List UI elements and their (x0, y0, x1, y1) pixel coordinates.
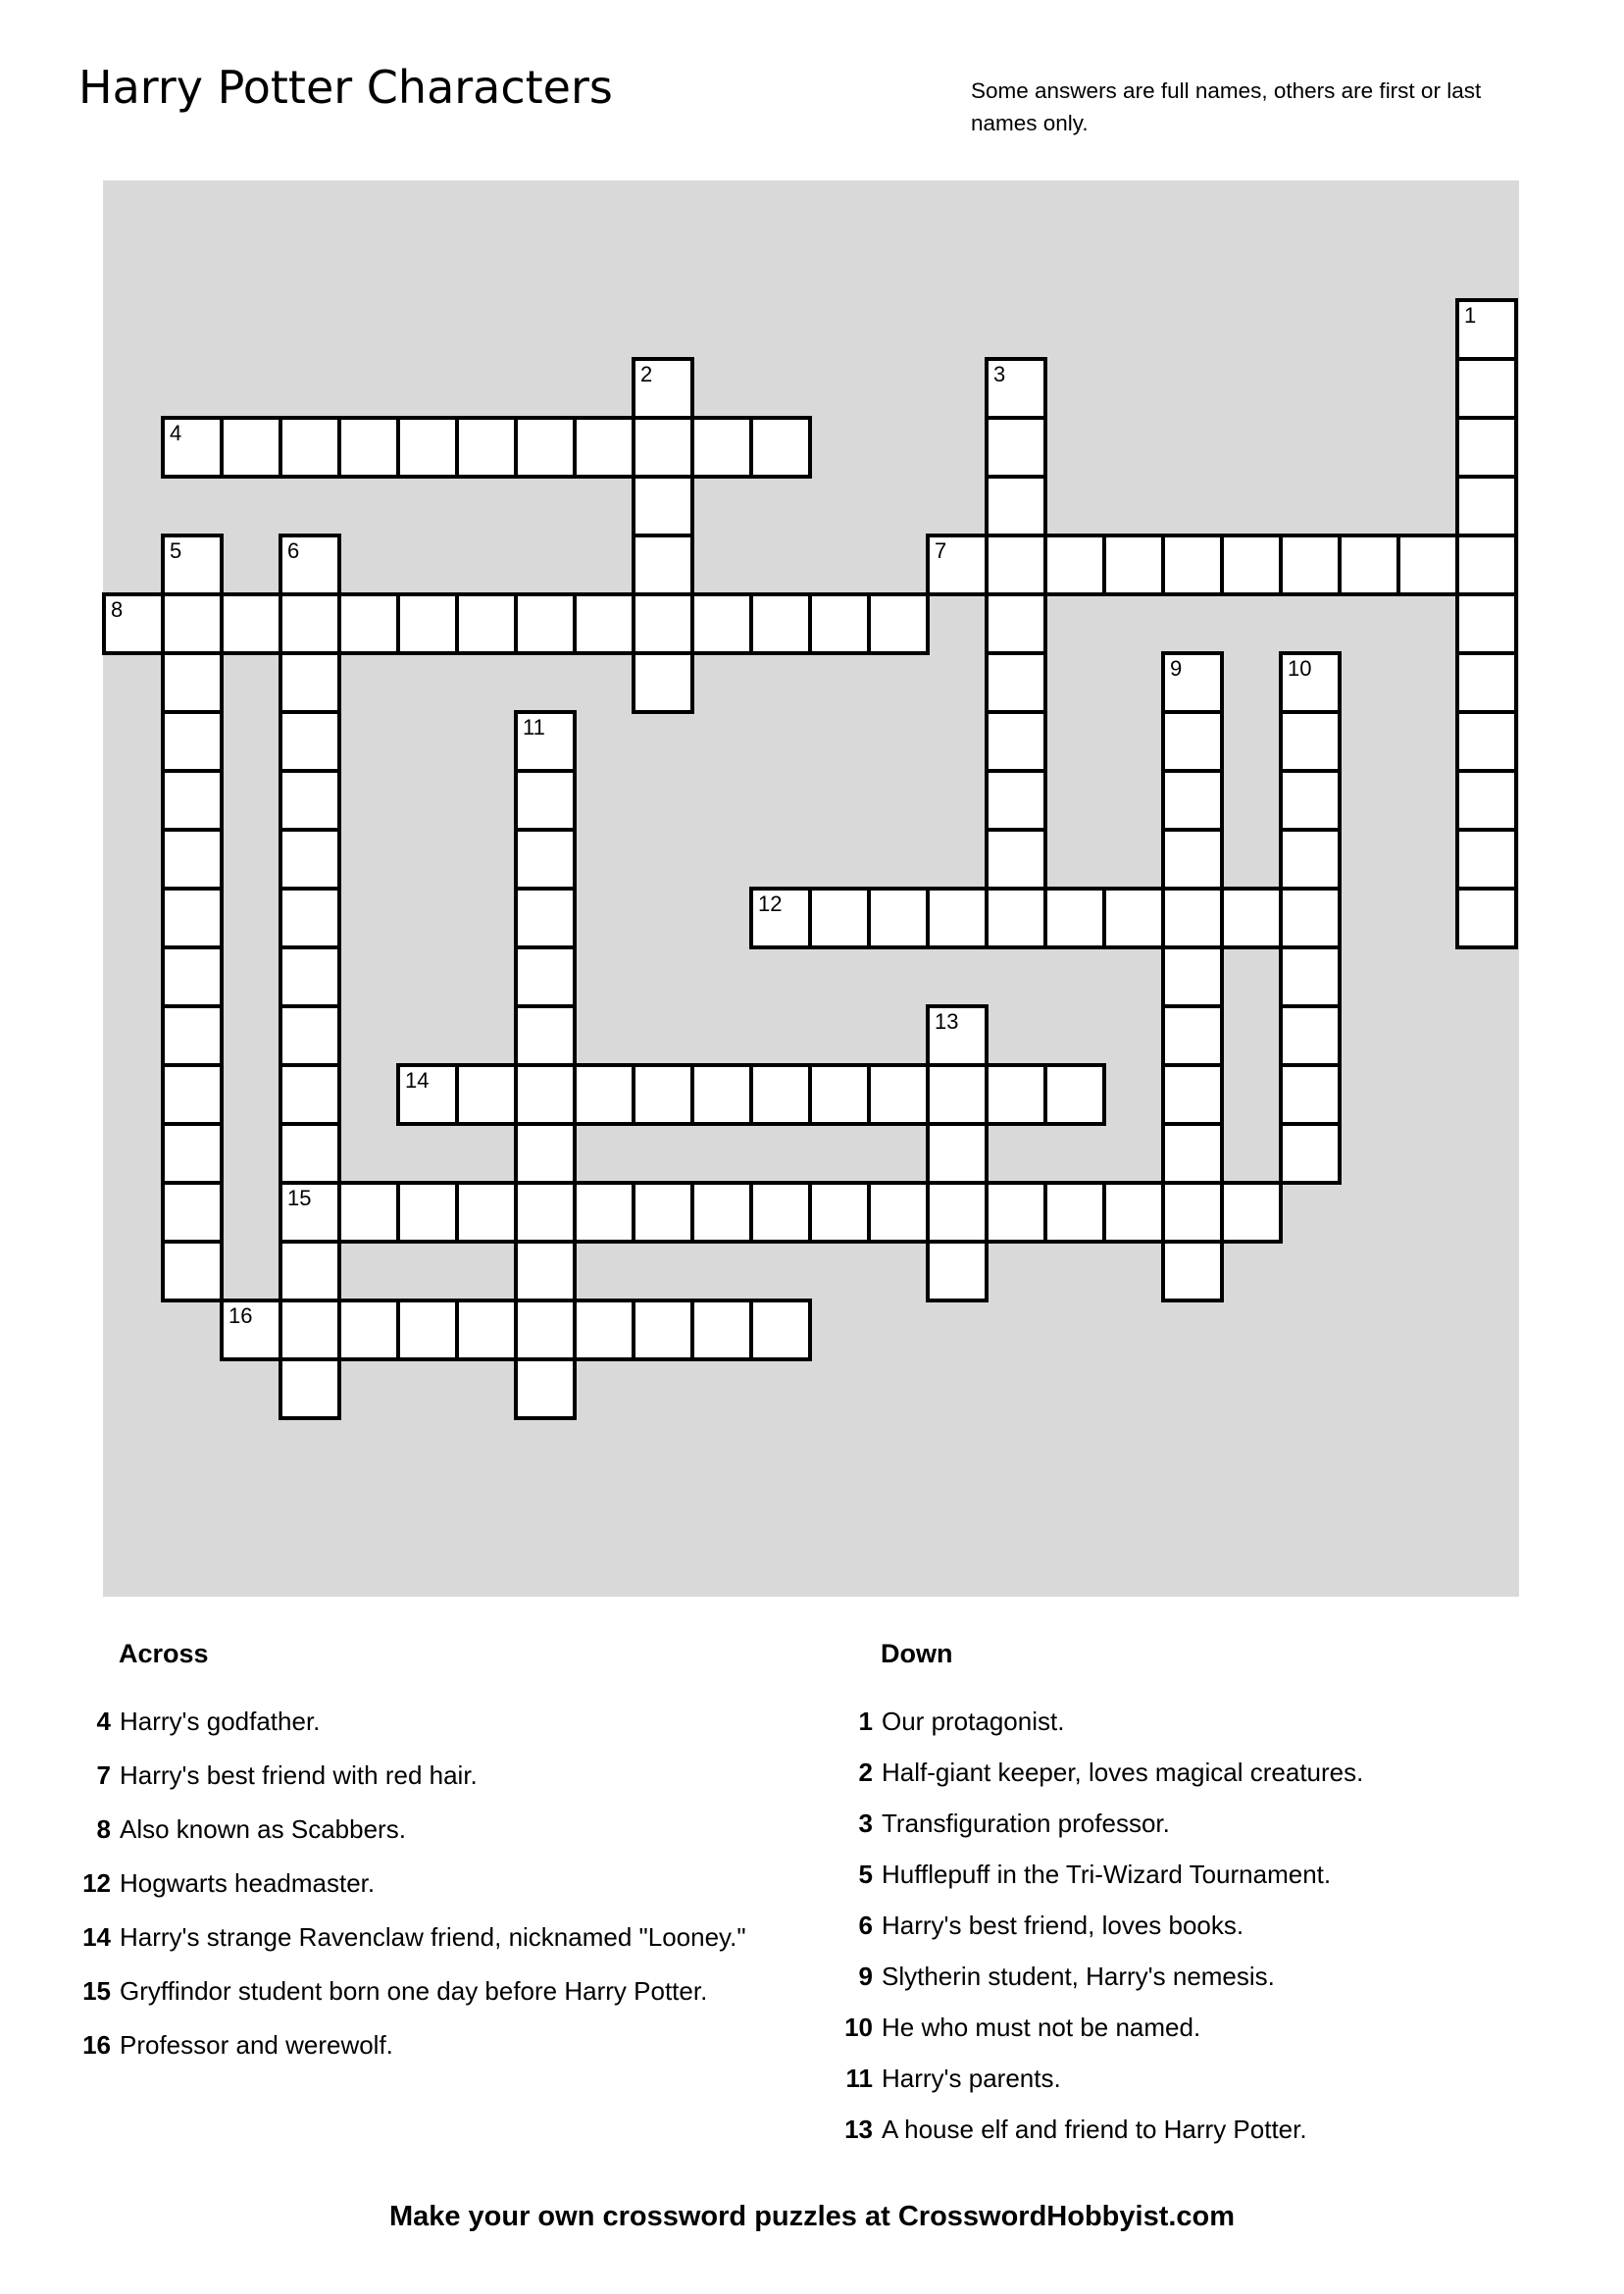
grid-cell (749, 1299, 812, 1361)
grid-cell (161, 651, 224, 714)
clue-number: 6 (858, 1911, 873, 1940)
grid-cell (808, 887, 871, 949)
clue-text: Harry's parents. (882, 2064, 1061, 2093)
grid-cell (514, 1299, 577, 1361)
grid-cell (514, 1122, 577, 1185)
grid-cell (1455, 534, 1518, 596)
clue-item (74, 1704, 821, 1739)
grid-cell (279, 1299, 341, 1361)
grid-cell (279, 1240, 341, 1302)
clue-item (836, 1704, 1604, 1739)
clue-number: 3 (858, 1809, 873, 1838)
grid-cell (1161, 1181, 1224, 1244)
clue-item (74, 1811, 821, 1847)
grid-cell (161, 592, 224, 655)
across-clue-list (74, 1704, 821, 2063)
grid-cell (632, 416, 694, 479)
grid-cell (279, 1357, 341, 1420)
grid-cell (690, 1181, 753, 1244)
grid-cell (161, 1063, 224, 1126)
grid-cell (985, 592, 1047, 655)
grid-cell (337, 592, 400, 655)
grid-cell (514, 1004, 577, 1067)
grid-cell (632, 357, 694, 420)
grid-cell (1161, 1063, 1224, 1126)
grid-cell (161, 534, 224, 596)
grid-cell (808, 1063, 871, 1126)
grid-cell (279, 534, 341, 596)
grid-cell (161, 710, 224, 773)
grid-cell (161, 769, 224, 832)
clue-number-label: 8 (111, 597, 124, 622)
grid-cell (514, 887, 577, 949)
grid-cell (514, 592, 577, 655)
clue-number: 10 (844, 2013, 873, 2042)
grid-cell (808, 592, 871, 655)
grid-cell (1220, 1181, 1283, 1244)
grid-cell (1161, 887, 1224, 949)
grid-cell (279, 651, 341, 714)
grid-cell (220, 416, 282, 479)
clue-number: 9 (858, 1962, 873, 1991)
grid-cell (1279, 828, 1342, 891)
clue-number-label: 4 (170, 421, 182, 445)
crossword-grid (103, 180, 1519, 1597)
grid-cell (749, 1063, 812, 1126)
grid-cell (1455, 416, 1518, 479)
grid-cell (573, 416, 635, 479)
grid-cell (1220, 887, 1283, 949)
down-clues-column (836, 1636, 1604, 2163)
clue-item (836, 1857, 1604, 1892)
clue-item (836, 1959, 1604, 1994)
grid-cell (1455, 710, 1518, 773)
grid-cell (514, 769, 577, 832)
grid-cell (514, 828, 577, 891)
grid-cell (279, 828, 341, 891)
clue-number: 11 (845, 2064, 873, 2093)
grid-cell (573, 1299, 635, 1361)
grid-cell (867, 1181, 930, 1244)
grid-cell (1455, 357, 1518, 420)
clue-number-label: 6 (287, 538, 300, 563)
grid-cell (690, 592, 753, 655)
clue-text: Harry's best friend with red hair. (120, 1760, 478, 1790)
grid-cell (1043, 1181, 1106, 1244)
grid-cell (161, 1240, 224, 1302)
grid-cell (690, 1299, 753, 1361)
grid-cell (1161, 1240, 1224, 1302)
grid-cell (1279, 534, 1342, 596)
instructions-note: Some answers are full names, others are first or last names only. (971, 78, 1482, 135)
clue-text: Harry's strange Ravenclaw friend, nicknamed "Looney." (120, 1922, 746, 1952)
grid-cell (102, 592, 165, 655)
grid-cell (926, 534, 989, 596)
grid-cell (632, 1063, 694, 1126)
grid-cell (1279, 651, 1342, 714)
grid-cell (985, 1063, 1047, 1126)
clue-item (836, 2061, 1604, 2096)
grid-cell (161, 887, 224, 949)
grid-cell (514, 1063, 577, 1126)
grid-cell (985, 887, 1047, 949)
clue-number-label: 12 (758, 892, 783, 916)
grid-cell (279, 945, 341, 1008)
page-title: Harry Potter Characters (78, 61, 613, 114)
clue-item (836, 2010, 1604, 2045)
grid-cell (396, 592, 459, 655)
clue-item (74, 1919, 821, 1955)
grid-cell (632, 651, 694, 714)
clue-item (836, 2112, 1604, 2147)
grid-cell (690, 416, 753, 479)
clue-number-label: 14 (405, 1068, 430, 1093)
grid-cell (1161, 1004, 1224, 1067)
clue-number-label: 2 (640, 362, 653, 386)
grid-cell (985, 416, 1047, 479)
grid-cell (985, 475, 1047, 537)
grid-cell (1043, 1063, 1106, 1126)
footer-text: Make your own crossword puzzles at CrosswordHobbyist.com (388, 2201, 1236, 2232)
grid-cell (1102, 1181, 1165, 1244)
grid-cell (690, 1063, 753, 1126)
grid-cell (1455, 475, 1518, 537)
grid-cell (1455, 887, 1518, 949)
clue-item (74, 1758, 821, 1793)
grid-cell (926, 1004, 989, 1067)
grid-cell (396, 1063, 459, 1126)
grid-cell (161, 416, 224, 479)
grid-cell (1161, 534, 1224, 596)
grid-cell (161, 1004, 224, 1067)
grid-cell (1043, 887, 1106, 949)
grid-cell (455, 1181, 518, 1244)
grid-cell (396, 416, 459, 479)
grid-cell (749, 887, 812, 949)
across-header: Across (119, 1639, 209, 1668)
grid-cell (808, 1181, 871, 1244)
grid-cell (514, 710, 577, 773)
clue-text: Harry's best friend, loves books. (882, 1911, 1244, 1940)
grid-cell (867, 592, 930, 655)
grid-cell (279, 769, 341, 832)
grid-cell (279, 416, 341, 479)
clue-text: Also known as Scabbers. (120, 1814, 406, 1844)
clue-number: 13 (844, 2115, 873, 2144)
clue-number-label: 15 (287, 1186, 312, 1210)
clue-number-label: 7 (935, 538, 947, 563)
grid-cell (514, 1357, 577, 1420)
grid-cell (1220, 534, 1283, 596)
grid-cell (632, 1299, 694, 1361)
grid-cell (1043, 534, 1106, 596)
clue-text: Hufflepuff in the Tri-Wizard Tournament. (882, 1860, 1332, 1889)
grid-cell (1279, 945, 1342, 1008)
grid-cell (1279, 1004, 1342, 1067)
grid-cell (926, 1240, 989, 1302)
grid-cell (985, 534, 1047, 596)
grid-cell (514, 1240, 577, 1302)
down-header: Down (881, 1639, 953, 1668)
grid-cell (985, 710, 1047, 773)
clue-number: 5 (858, 1860, 873, 1889)
clue-item (74, 2027, 821, 2063)
grid-cell (926, 1122, 989, 1185)
grid-cell (1455, 298, 1518, 361)
grid-cell (1102, 534, 1165, 596)
grid-cell (1338, 534, 1400, 596)
grid-cell (279, 1063, 341, 1126)
clue-text: Half-giant keeper, loves magical creatures. (882, 1758, 1364, 1787)
grid-cell (573, 592, 635, 655)
grid-cell (573, 1063, 635, 1126)
grid-cell (161, 1181, 224, 1244)
clue-text: Slytherin student, Harry's nemesis. (882, 1962, 1275, 1991)
clue-number-label: 10 (1288, 656, 1312, 681)
grid-cell (1161, 945, 1224, 1008)
grid-cell (985, 651, 1047, 714)
grid-cell (161, 828, 224, 891)
grid-cell (1455, 592, 1518, 655)
grid-cell (514, 416, 577, 479)
grid-cell (1455, 769, 1518, 832)
clue-number-label: 16 (228, 1303, 253, 1328)
grid-cell (279, 1122, 341, 1185)
clue-number: 1 (858, 1707, 873, 1736)
grid-cell (749, 592, 812, 655)
grid-cell (1161, 1122, 1224, 1185)
clue-number: 8 (96, 1814, 111, 1844)
grid-cell (514, 1181, 577, 1244)
grid-cell (1279, 1122, 1342, 1185)
grid-cell (926, 1063, 989, 1126)
clue-text: Professor and werewolf. (120, 2030, 393, 2060)
clue-item (836, 1755, 1604, 1790)
grid-cell (220, 592, 282, 655)
grid-cell (1161, 828, 1224, 891)
grid-cell (455, 1063, 518, 1126)
clue-number: 15 (82, 1976, 111, 2006)
grid-cell (632, 592, 694, 655)
grid-cell (985, 828, 1047, 891)
grid-cell (279, 1004, 341, 1067)
grid-cell (337, 416, 400, 479)
clue-number: 2 (858, 1758, 873, 1787)
clue-text: He who must not be named. (882, 2013, 1201, 2042)
clue-number-label: 3 (993, 362, 1006, 386)
grid-cell (514, 945, 577, 1008)
grid-cell (926, 887, 989, 949)
grid-cell (926, 1181, 989, 1244)
grid-cell (573, 1181, 635, 1244)
clue-item (74, 1973, 821, 2009)
clue-text: Transfiguration professor. (882, 1809, 1170, 1838)
grid-cell (985, 1181, 1047, 1244)
clue-item (836, 1806, 1604, 1841)
grid-cell (1455, 651, 1518, 714)
grid-cell (337, 1299, 400, 1361)
clue-number-label: 9 (1170, 656, 1183, 681)
clue-text: Hogwarts headmaster. (120, 1868, 376, 1898)
grid-cell (337, 1181, 400, 1244)
clue-text: Gryffindor student born one day before Harry Potter. (120, 1976, 708, 2006)
grid-cell (1279, 769, 1342, 832)
clue-text: Harry's godfather. (120, 1707, 321, 1736)
grid-cell (867, 1063, 930, 1126)
grid-cell (1161, 769, 1224, 832)
clue-number-label: 5 (170, 538, 182, 563)
grid-cell (867, 887, 930, 949)
grid-cell (1161, 710, 1224, 773)
grid-cell (1396, 534, 1459, 596)
clue-number: 4 (96, 1707, 111, 1736)
grid-cell (279, 710, 341, 773)
grid-cell (1102, 887, 1165, 949)
grid-cell (161, 1122, 224, 1185)
grid-cell (396, 1181, 459, 1244)
grid-cell (396, 1299, 459, 1361)
clue-number-label: 11 (523, 715, 545, 739)
puzzle-board (103, 180, 1519, 1597)
down-clue-list (836, 1704, 1604, 2147)
grid-cell (220, 1299, 282, 1361)
grid-cell (279, 887, 341, 949)
grid-cell (455, 416, 518, 479)
clue-item (74, 1865, 821, 1901)
clue-number: 16 (82, 2030, 111, 2060)
grid-cell (632, 534, 694, 596)
clue-number-label: 1 (1464, 303, 1477, 328)
grid-cell (632, 475, 694, 537)
grid-cell (632, 1181, 694, 1244)
grid-cell (749, 1181, 812, 1244)
clue-number: 12 (82, 1868, 111, 1898)
across-clues-column (74, 1636, 821, 2081)
grid-cell (161, 945, 224, 1008)
grid-cell (985, 769, 1047, 832)
clue-number: 7 (96, 1760, 111, 1790)
grid-cell (279, 592, 341, 655)
grid-cell (985, 357, 1047, 420)
grid-cell (279, 1181, 341, 1244)
grid-cell (1279, 887, 1342, 949)
clue-item (836, 1908, 1604, 1943)
clue-number: 14 (82, 1922, 111, 1952)
grid-cell (1455, 828, 1518, 891)
grid-cell (749, 416, 812, 479)
grid-cell (1279, 1063, 1342, 1126)
clue-text: A house elf and friend to Harry Potter. (882, 2115, 1307, 2144)
grid-cell (1161, 651, 1224, 714)
clue-number-label: 13 (935, 1009, 959, 1034)
clue-text: Our protagonist. (882, 1707, 1065, 1736)
grid-cell (455, 1299, 518, 1361)
grid-cell (1279, 710, 1342, 773)
grid-cell (455, 592, 518, 655)
